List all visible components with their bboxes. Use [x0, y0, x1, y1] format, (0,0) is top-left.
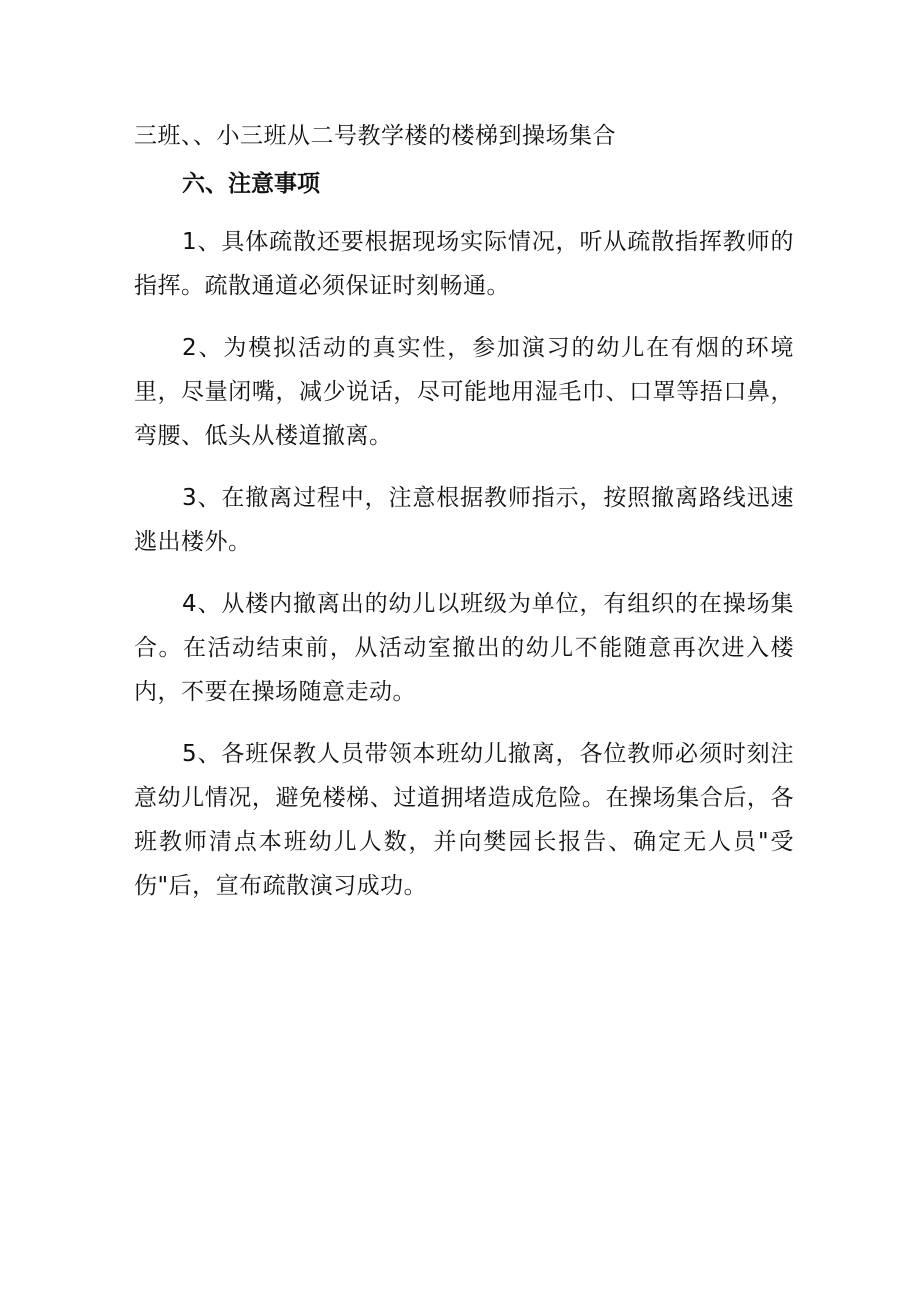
document-body	[134, 114, 794, 926]
note-item-2: 2、为模拟活动的真实性，参加演习的幼儿在有烟的环境里，尽量闭嘴，减少说话，尽可能地用湿毛巾、口罩等捂口鼻，弯腰、低头从楼道撤离。	[134, 335, 794, 449]
note-item-1: 1、具体疏散还要根据现场实际情况，听从疏散指挥教师的指挥。疏散通道必须保证时刻畅通。	[134, 229, 794, 299]
note-item-3: 3、在撤离过程中，注意根据教师指示，按照撤离路线迅速逃出楼外。	[134, 485, 794, 555]
note-item-4: 4、从楼内撤离出的幼儿以班级为单位，有组织的在操场集合。在活动结束前，从活动室撤出的幼儿不能随意再次进入楼内，不要在操场随意走动。	[134, 591, 794, 705]
note-item-5: 5、各班保教人员带领本班幼儿撤离，各位教师必须时刻注意幼儿情况，避免楼梯、过道拥堵造成危险。在操场集合后，各班教师清点本班幼儿人数，并向樊园长报告、确定无人员"受伤"后，宣布疏散演习成功。	[134, 741, 794, 899]
lead-line: 三班、、小三班从二号教学楼的楼梯到操场集合	[134, 123, 616, 149]
section-heading: 六、注意事项	[182, 171, 320, 197]
